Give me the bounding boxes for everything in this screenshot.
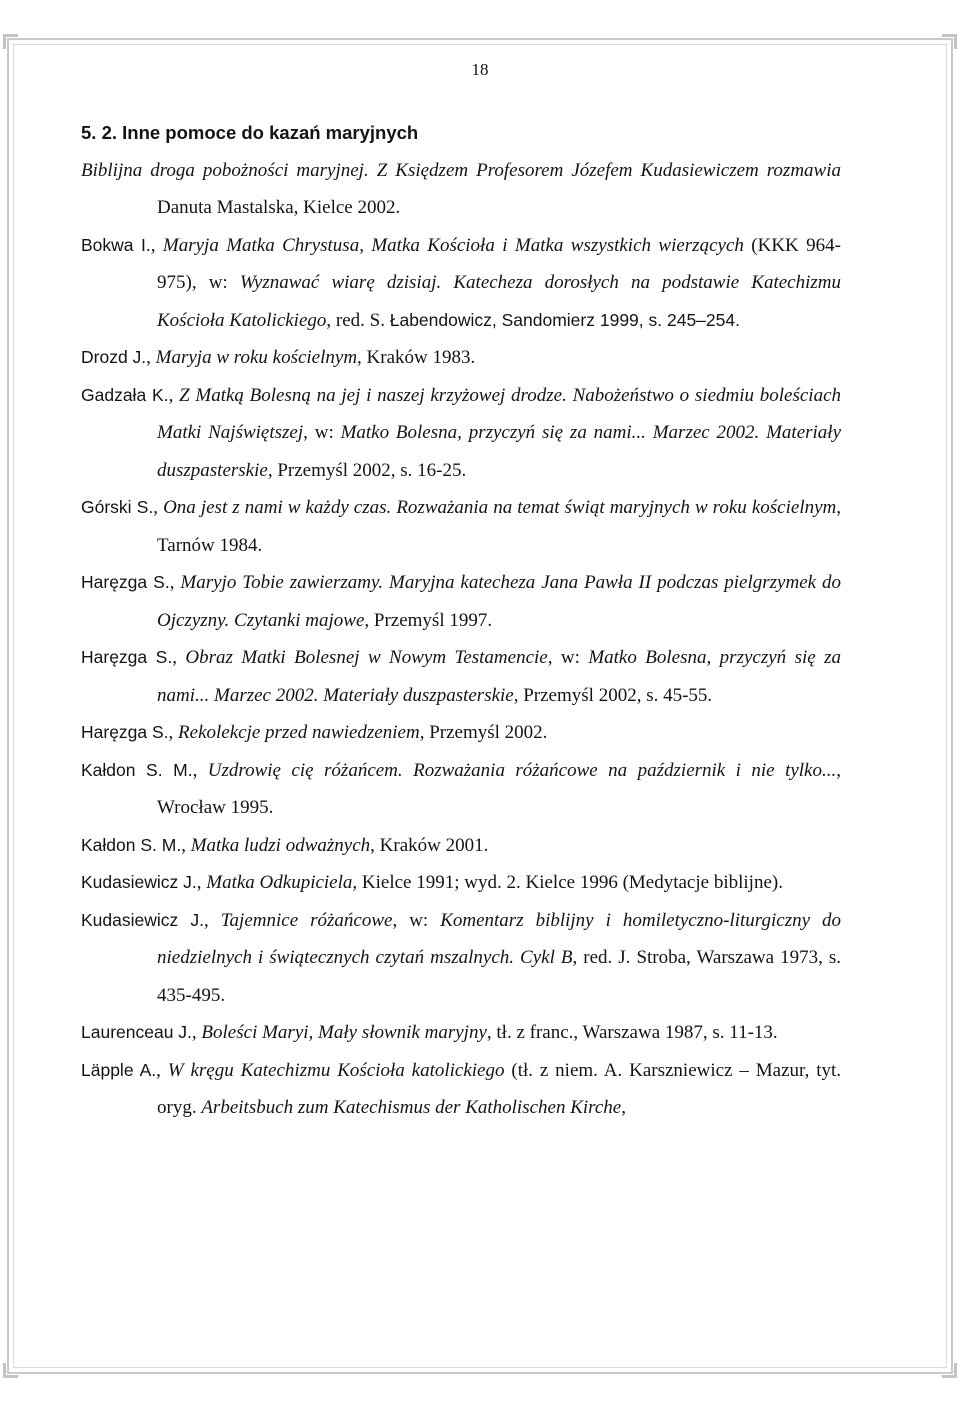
bibliography-entry <box>81 339 841 377</box>
entry-details: , Kielce 1991; wyd. 2. Kielce 1996 (Medytacje biblijne). <box>352 872 783 893</box>
entry-author: Läpple A. <box>81 1059 157 1080</box>
bibliography-entry <box>81 864 841 902</box>
entry-title: Maryja w roku kościelnym <box>155 347 358 368</box>
entry-title: Ona jest z nami w każdy czas. Rozważania na temat świąt maryjnych w roku kościelnym <box>163 497 837 518</box>
entry-details: , Kraków 1983. <box>357 347 476 368</box>
entry-title: Matka Odkupiciela <box>206 872 353 893</box>
bibliography-entry <box>81 489 841 564</box>
corner-ornament <box>3 34 18 49</box>
bibliography-entry <box>81 1014 841 1052</box>
entry-author: Kałdon S. M. <box>81 834 182 855</box>
entry-details: , <box>172 647 186 668</box>
bibliography-entry <box>81 639 841 714</box>
entry-author: Haręzga S. <box>81 647 173 667</box>
corner-ornament <box>942 34 957 49</box>
entry-title: Biblijna droga pobożności maryjnej. Z Księdzem Profesorem Józefem Kudasiewiczem rozmawia <box>81 159 841 181</box>
bibliography-entry <box>81 1052 841 1127</box>
entry-details: , <box>153 497 164 518</box>
bibliography-entry <box>81 752 841 827</box>
entry-details: , w: <box>303 422 341 443</box>
entry-details: , tł. z franc., Warszawa 1987, s. 11-13. <box>486 1022 778 1043</box>
bibliography-entry <box>81 714 841 752</box>
entry-author: Górski S. <box>81 497 154 517</box>
entry-details: , red. J. Stroba, Warszawa 1973, s. 435-495. <box>157 947 841 1006</box>
entry-author: Haręzga S. <box>81 722 169 742</box>
bibliography-entry <box>81 902 841 1015</box>
entry-details: , <box>621 1097 626 1118</box>
entry-details: , Tarnów 1984. <box>157 497 842 556</box>
entry-title-secondary: Arbeitsbuch zum Katechismus der Katholischen Kirche <box>201 1097 622 1118</box>
entry-details: , Przemyśl 2002. <box>419 722 548 743</box>
entry-details: , <box>203 909 221 931</box>
entry-title: Uzdrowię cię różańcem. Rozważania różańcowe na październik i nie tylko... <box>207 759 837 781</box>
entry-details: , red. S. <box>326 309 390 331</box>
entry-details: Danuta Mastalska, Kielce 2002. <box>157 197 401 218</box>
bibliography-entry <box>81 377 841 490</box>
bibliography-entry <box>81 564 841 639</box>
entry-author: Laurenceau J. <box>81 1022 192 1042</box>
entry-details: , Kraków 2001. <box>370 834 489 856</box>
entry-details: , <box>146 347 156 368</box>
entry-details: , <box>196 872 207 893</box>
page-number: 18 <box>471 60 489 79</box>
bibliography-entry <box>81 152 841 227</box>
entry-details: , <box>168 722 179 743</box>
entry-title: W kręgu Katechizmu Kościoła katolickiego <box>167 1059 505 1081</box>
entry-title-secondary: Matko Bolesna, przyczyń się za nami... Marzec 2002. Materiały duszpasterskie <box>157 422 842 481</box>
entry-title: , Maryja Matka Chrystusa, Matka Kościoła i Matka wszystkich wierzących <box>150 234 744 256</box>
entry-author: Drozd J. <box>81 347 147 367</box>
corner-ornament <box>3 1363 18 1378</box>
entry-author: Kudasiewicz J. <box>81 909 204 930</box>
entry-details: , Wrocław 1995. <box>157 759 841 818</box>
entry-author: Haręzga S. <box>81 572 170 592</box>
bibliography <box>81 114 841 1127</box>
bibliography-entry <box>81 827 841 865</box>
corner-ornament <box>942 1363 957 1378</box>
entry-author: Bokwa I. <box>81 234 151 255</box>
entry-details: , <box>168 384 180 406</box>
entry-title-secondary: Matko Bolesna, przyczyń się za nami... Marzec 2002. Materiały duszpasterskie <box>157 647 842 706</box>
entry-details: , w: <box>547 647 589 668</box>
entry-author: Gadzała K. <box>81 384 169 405</box>
entry-details: , Przemyśl 2002, s. 16-25. <box>267 459 467 481</box>
entry-author: Kałdon S. M. <box>81 759 193 780</box>
entry-title: Obraz Matki Bolesnej w Nowym Testamencie <box>185 647 548 668</box>
entry-title-secondary: Komentarz biblijny i homiletyczno-liturgiczny do niedzielnych i świątecznych czytań mszalnych. Cykl B <box>157 909 842 968</box>
entry-title: Matka ludzi odważnych <box>190 834 371 856</box>
entry-title: Tajemnice różańcowe <box>220 909 393 931</box>
entry-details: , <box>192 759 208 781</box>
entry-details: , Przemyśl 1997. <box>364 609 493 631</box>
entry-details: Łabendowicz, Sandomierz 1999, s. 245–254. <box>389 309 740 330</box>
entry-details: (KKK 964-975), w: <box>157 234 841 293</box>
section-heading: 5. 2. Inne pomoce do kazań maryjnych <box>81 122 419 143</box>
entry-details: , w: <box>392 909 441 931</box>
entry-details: , <box>156 1059 168 1081</box>
entry-title: Rekolekcje przed nawiedzeniem <box>178 722 420 743</box>
entry-details: , <box>191 1022 202 1043</box>
entry-title: Z Matką Bolesną na jej i naszej krzyżowej drodze. Nabożeństwo o siedmiu boleściach Matki Najświętszej <box>157 384 842 443</box>
entry-title: Boleści Maryi, Mały słownik maryjny <box>201 1022 487 1043</box>
entry-details: , <box>181 834 191 856</box>
entry-title: Maryjo Tobie zawierzamy. Maryjna katecheza Jana Pawła II podczas pielgrzymek do Ojczyzny. Czytanki majowe <box>157 572 841 631</box>
entry-details: , <box>169 572 181 593</box>
entry-details: (tł. z niem. A. Karszniewicz – Mazur, tyt. oryg. <box>157 1059 842 1118</box>
entry-title-secondary: Wyznawać wiarę dzisiaj. Katecheza dorosłych na podstawie Katechizmu Kościoła Katolickiego <box>157 272 842 331</box>
entry-details: , Przemyśl 2002, s. 45-55. <box>513 684 713 706</box>
bibliography-entry <box>81 227 841 340</box>
entry-author: Kudasiewicz J. <box>81 872 197 892</box>
